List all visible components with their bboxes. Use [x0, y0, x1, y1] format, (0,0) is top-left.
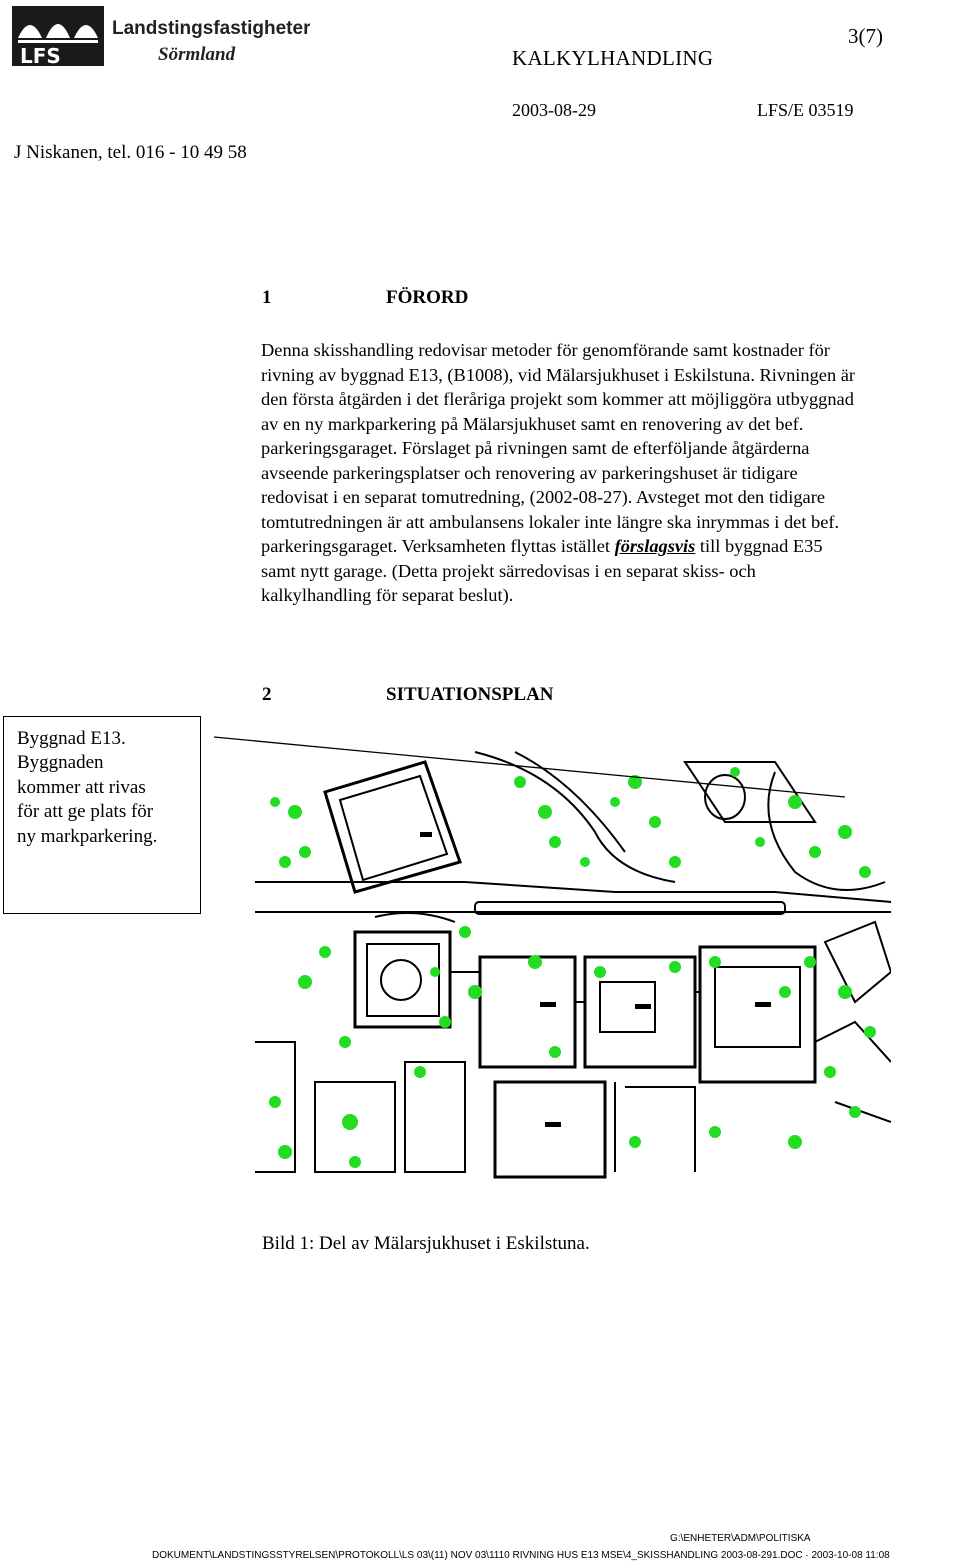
intro-line: parkeringsgaraget. Förslaget på rivningen samt de efterföljande åtgärderna: [261, 438, 810, 458]
section-2-number: 2: [262, 684, 272, 705]
logo-mark: LFS: [20, 44, 61, 68]
footer-path-line-1: G:\ENHETER\ADM\POLITISKA: [670, 1533, 811, 1544]
figure-caption: Bild 1: Del av Mälarsjukhuset i Eskilstuna.: [262, 1233, 590, 1254]
intro-line-part: parkeringsgaraget. Verksamheten flyttas istället: [261, 536, 610, 556]
intro-line: rivning av byggnad E13, (B1008), vid Mälarsjukhuset i Eskilstuna. Rivningen är: [261, 364, 856, 385]
intro-line: Denna skisshandling redovisar metoder för genomförande samt kostnader för: [261, 340, 830, 360]
document-type: KALKYLHANDLING: [512, 46, 714, 70]
section-1-number: 1: [262, 287, 272, 308]
intro-line: [261, 534, 960, 559]
callout-line: Byggnad E13.: [17, 728, 126, 749]
intro-line: den första åtgärden i det fleråriga projekt som kommer att möjliggöra utbyggnad: [261, 389, 854, 409]
callout-line: för att ge plats för: [17, 801, 154, 823]
intro-line-part: till byggnad E35: [699, 536, 823, 556]
intro-line: redovisat i en separat tomutredning, (2002-08-27). Avsteget mot den tidigare: [261, 487, 826, 507]
author-contact: J Niskanen, tel. 016 - 10 49 58: [14, 142, 247, 163]
section-2-title: SITUATIONSPLAN: [386, 684, 554, 705]
intro-line: av en ny markparkering på Mälarsjukhuset samt en renovering av det bef.: [261, 413, 804, 434]
callout-box: [3, 716, 201, 914]
callout-line: kommer att rivas: [17, 776, 146, 798]
logo-name: Landstingsfastigheter: [112, 18, 310, 39]
logo-region: Sörmland: [158, 44, 236, 65]
callout-line: ny markparkering.: [17, 825, 158, 847]
callout-line: Byggnaden: [17, 752, 104, 774]
document-date: 2003-08-29: [512, 100, 596, 120]
intro-paragraph: [261, 338, 960, 608]
lfs-logo-icon: [10, 4, 310, 68]
footer-path-line-2: DOKUMENT\LANDSTINGSSTYRELSEN\PROTOKOLL\LS 03\(11) NOV 03\1110 RIVNING HUS E13 MSE\4_SKISSHANDLING 2003-08-291.DOC · 2003-10-08 11:08: [152, 1550, 890, 1561]
emphasis-word: förslagsvis: [614, 536, 696, 556]
section-1-title: FÖRORD: [386, 287, 469, 308]
intro-line: kalkylhandling för separat beslut).: [261, 585, 514, 605]
document-reference: LFS/E 03519: [757, 100, 854, 120]
intro-line: samt nytt garage. (Detta projekt särredovisas i en separat skiss- och: [261, 560, 756, 581]
site-plan-drawing: [255, 742, 891, 1184]
intro-line: avseende parkeringsplatser och renovering av parkeringshuset är tidigare: [261, 462, 798, 483]
page-number: 3(7): [848, 24, 883, 48]
intro-line: tomtutredningen är att ambulansens lokaler inte längre ska inrymmas i det bef.: [261, 511, 840, 532]
